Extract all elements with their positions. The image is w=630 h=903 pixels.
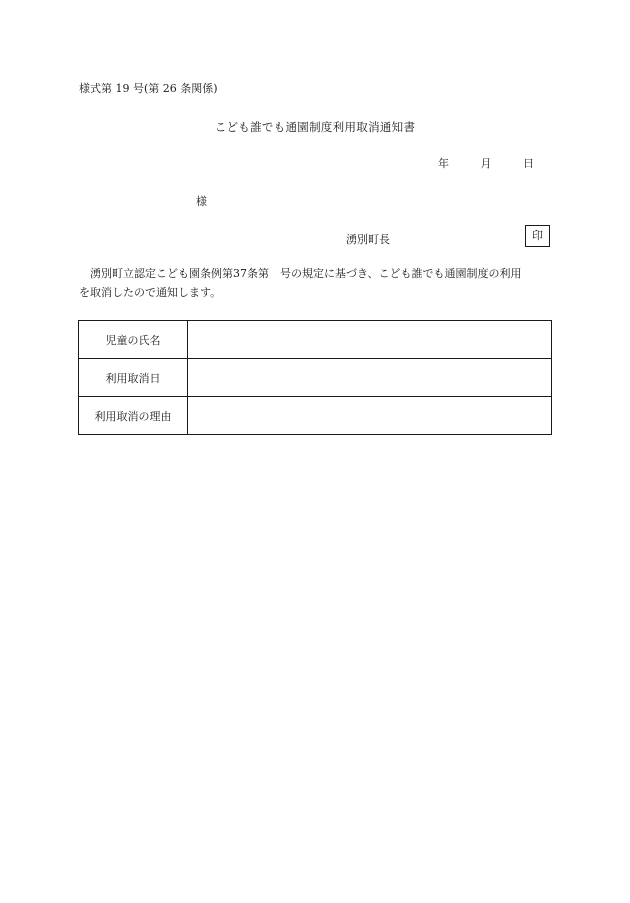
notice-body: [79, 264, 559, 302]
date-day-label: 日: [523, 157, 534, 170]
table-row: [79, 321, 552, 359]
seal-mark: 印: [525, 225, 550, 247]
table-row: [79, 359, 552, 397]
cancel-date-field[interactable]: [188, 359, 552, 397]
form-number: 様式第 19 号(第 26 条関係): [79, 82, 218, 95]
cancel-reason-field[interactable]: [188, 397, 552, 435]
notice-body-line-2: を取消したので通知します。: [79, 286, 222, 299]
document-title: こども誰でも通園制度利用取消通知書: [214, 120, 416, 134]
child-name-label: 児童の氏名: [79, 321, 188, 359]
table-row: [79, 397, 552, 435]
date-year-label: 年: [438, 157, 449, 170]
cancel-reason-label: 利用取消の理由: [79, 397, 188, 435]
child-name-field[interactable]: [188, 321, 552, 359]
issuer-name: 湧別町長: [346, 233, 390, 246]
date-month-label: 月: [480, 157, 492, 170]
info-table: [78, 320, 552, 435]
date-line: [438, 155, 534, 171]
notice-body-line-1: 湧別町立認定こども園条例第37条第 号の規定に基づき、こども誰でも通園制度の利用: [79, 267, 522, 280]
recipient-suffix: 様: [196, 195, 207, 208]
cancel-date-label: 利用取消日: [79, 359, 188, 397]
